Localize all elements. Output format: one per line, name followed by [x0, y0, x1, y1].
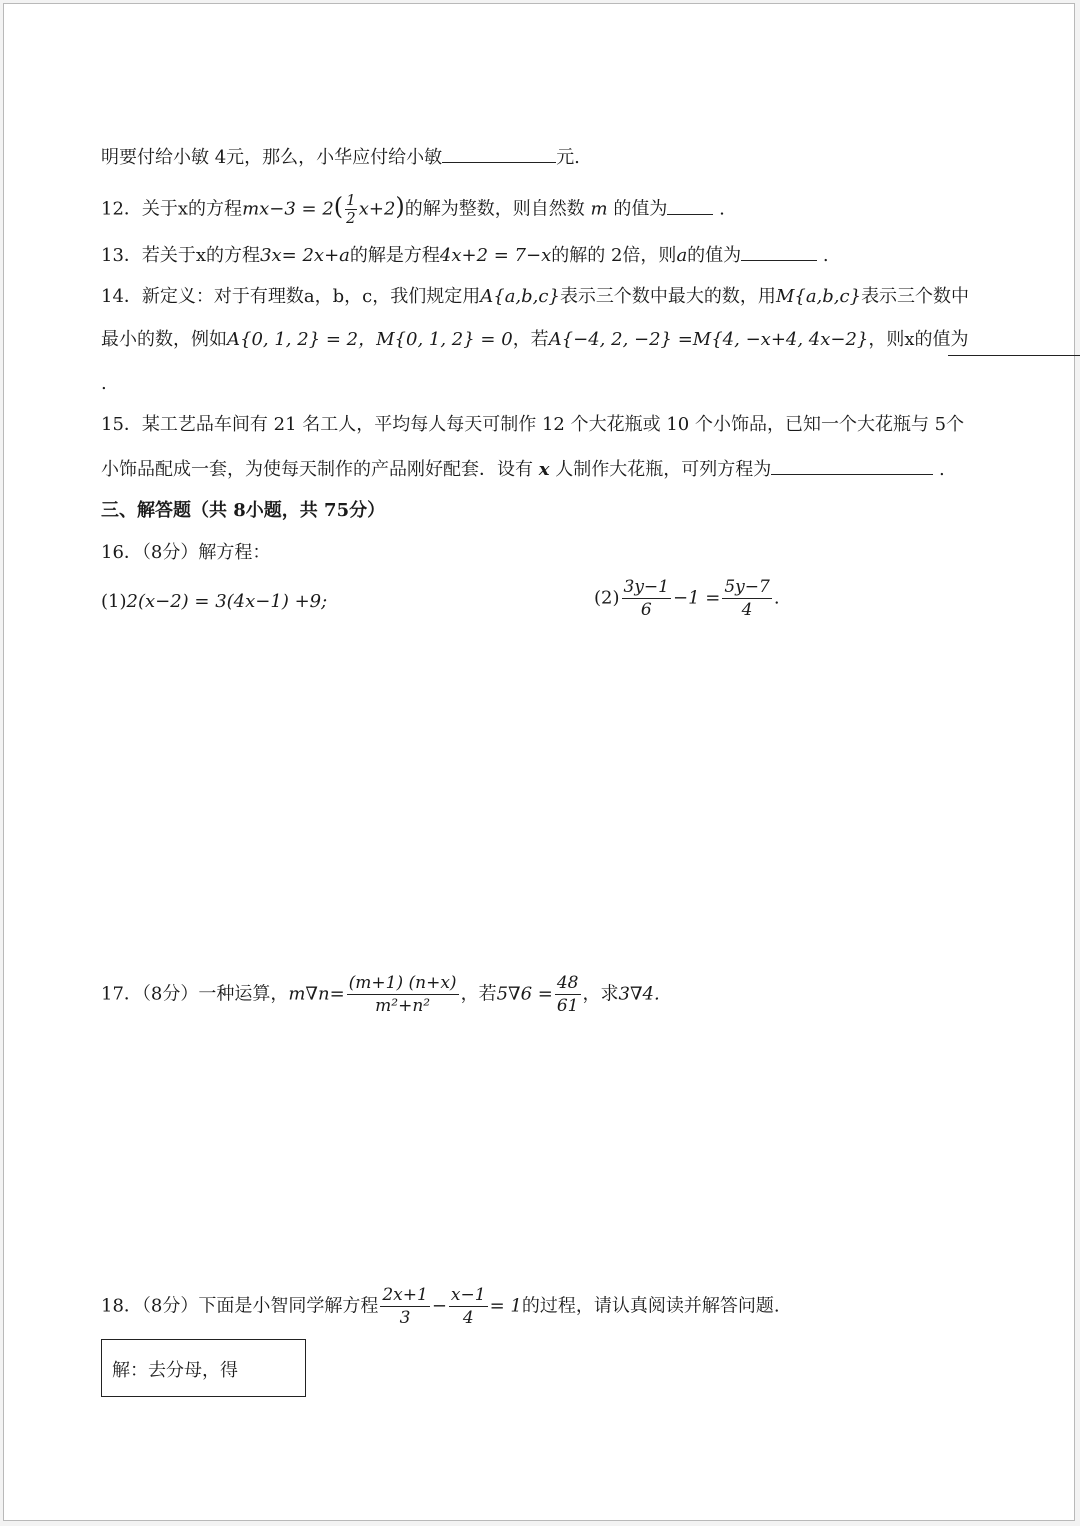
question-15-line2: 小饰品配成一套，为使每天制作的产品刚好配套．设有 x 人制作大花瓶，可列方程为 .	[101, 456, 945, 482]
fraction-given: $\frac{48}{61}$	[556, 973, 579, 1016]
q11-tail: 明要付给小敏 4元，那么，小华应付给小敏 元.	[101, 144, 580, 170]
exam-page	[3, 3, 1075, 1521]
answer-blank-14[interactable]	[948, 355, 1080, 356]
answer-blank-15[interactable]	[771, 456, 933, 475]
solution-box-text: 解：去分母，得	[112, 1360, 238, 1381]
fraction-part2-b: $\frac{5y-7}{4}$	[724, 577, 770, 620]
question-16-title: 16．（8分）解方程：	[101, 542, 271, 563]
question-17: 17．（8分）一种运算，m∇n= $\frac{(m+1) (n+x)}{\text{m²+n²}}$ ，若5∇6 = $\frac{48}{61}$ ，求3∇4.	[101, 973, 660, 1016]
fraction-operation: $\frac{(m+1) (n+x)}{\text{m²+n²}}$	[348, 973, 457, 1016]
question-15-line1: 15．某工艺品车间有 21 名工人，平均每人每天可制作 12 个大花瓶或 10 个小饰品，已知一个大花瓶与 5个	[101, 414, 965, 435]
question-18: 18．（8分）下面是小智同学解方程 $\frac{2x+1}{3}$ − $\frac{x-1}{4}$ = 1的过程，请认真阅读并解答问题.	[101, 1285, 780, 1328]
question-13: 13．若关于x的方程3x= 2x+a的解是方程4x+2 = 7−x的解的 2倍，则a的值为 .	[101, 242, 829, 268]
question-16-part2: (2) $\frac{3y-1}{6}$ −1 = $\frac{5y-7}{4}$ .	[594, 577, 780, 620]
fraction-eq-b: $\frac{x-1}{4}$	[450, 1285, 486, 1328]
question-14-line3: .	[101, 373, 107, 394]
fraction-half: $\frac{1}{2}$	[346, 191, 356, 227]
answer-blank-13[interactable]	[741, 242, 817, 261]
answer-blank-11[interactable]	[442, 144, 556, 163]
question-12: 12．关于x的方程mx−3 = 2( $\frac{1}{2}$ x+2)的解为整数，则自然数 m 的值为 .	[101, 191, 725, 227]
answer-blank-12[interactable]	[667, 196, 713, 215]
solution-box	[101, 1339, 306, 1397]
question-16-part1: (1)2(x−2) = 3(4x−1) +9;	[101, 591, 328, 612]
question-14-line2: 最小的数，例如A{0, 1, 2} = 2，M{0, 1, 2} = 0，若A{−4, 2, −2} =M{4, −x+4, 4x−2}，则x的值为	[101, 329, 969, 350]
fraction-eq-a: $\frac{2x+1}{3}$	[382, 1285, 428, 1328]
section-heading: 三、解答题（共 8小题，共 75分）	[101, 500, 386, 521]
question-14-line1: 14．新定义：对于有理数a，b，c，我们规定用A{a,b,c}表示三个数中最大的数，用M{a,b,c}表示三个数中	[101, 286, 970, 307]
fraction-part2-a: $\frac{3y-1}{6}$	[623, 577, 669, 620]
